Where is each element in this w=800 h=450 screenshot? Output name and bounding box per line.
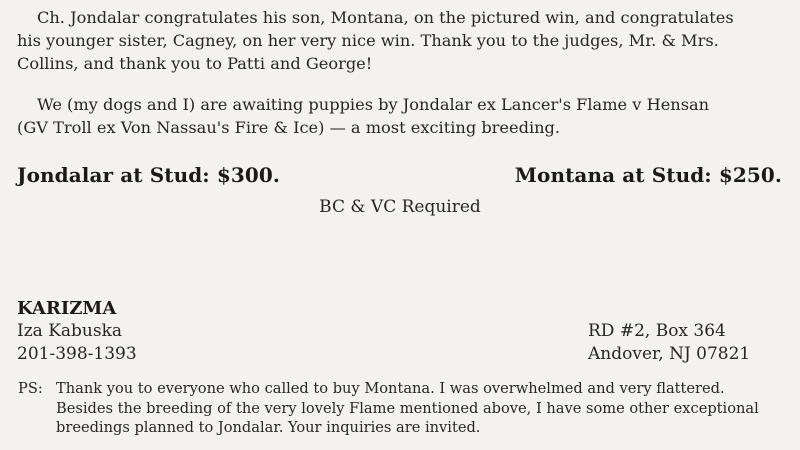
ps-line: Thank you to everyone who called to buy Montana. I was overwhelmed and very flattered. [56, 380, 725, 397]
ps-line: breedings planned to Jondalar. Your inquiries are invited. [56, 419, 481, 436]
paragraph-line: his younger sister, Cagney, on her very nice win. Thank you to the judges, Mr. & Mrs. [17, 31, 719, 50]
puppies-paragraph [17, 93, 787, 139]
paragraph-line: We (my dogs and I) are awaiting puppies by Jondalar ex Lancer's Flame v Hensan [37, 95, 710, 114]
paragraph-line: Collins, and thank you to Patti and George! [17, 54, 373, 73]
phone-number: 201-398-1393 [17, 344, 137, 364]
ps-line: Besides the breeding of the very lovely Flame mentioned above, I have some other exceptional [56, 399, 759, 417]
jondalar-stud-fee: Jondalar at Stud: $300. [17, 163, 280, 187]
address-line-1: RD #2, Box 364 [588, 321, 726, 341]
stud-requirement: BC & VC Required [319, 197, 481, 217]
owner-name: Iza Kabuska [17, 321, 123, 341]
ps-text [56, 379, 788, 438]
montana-stud-fee: Montana at Stud: $250. [514, 163, 782, 187]
paragraph-line: Ch. Jondalar congratulates his son, Montana, on the pictured win, and congratulates [37, 8, 734, 27]
paragraph-line: (GV Troll ex Von Nassau's Fire & Ice) — a most exciting breeding. [17, 118, 561, 137]
congratulations-paragraph [17, 6, 787, 75]
ps-label: PS: [18, 380, 43, 397]
address-line-2: Andover, NJ 07821 [588, 344, 751, 364]
kennel-name: KARIZMA [17, 298, 117, 319]
